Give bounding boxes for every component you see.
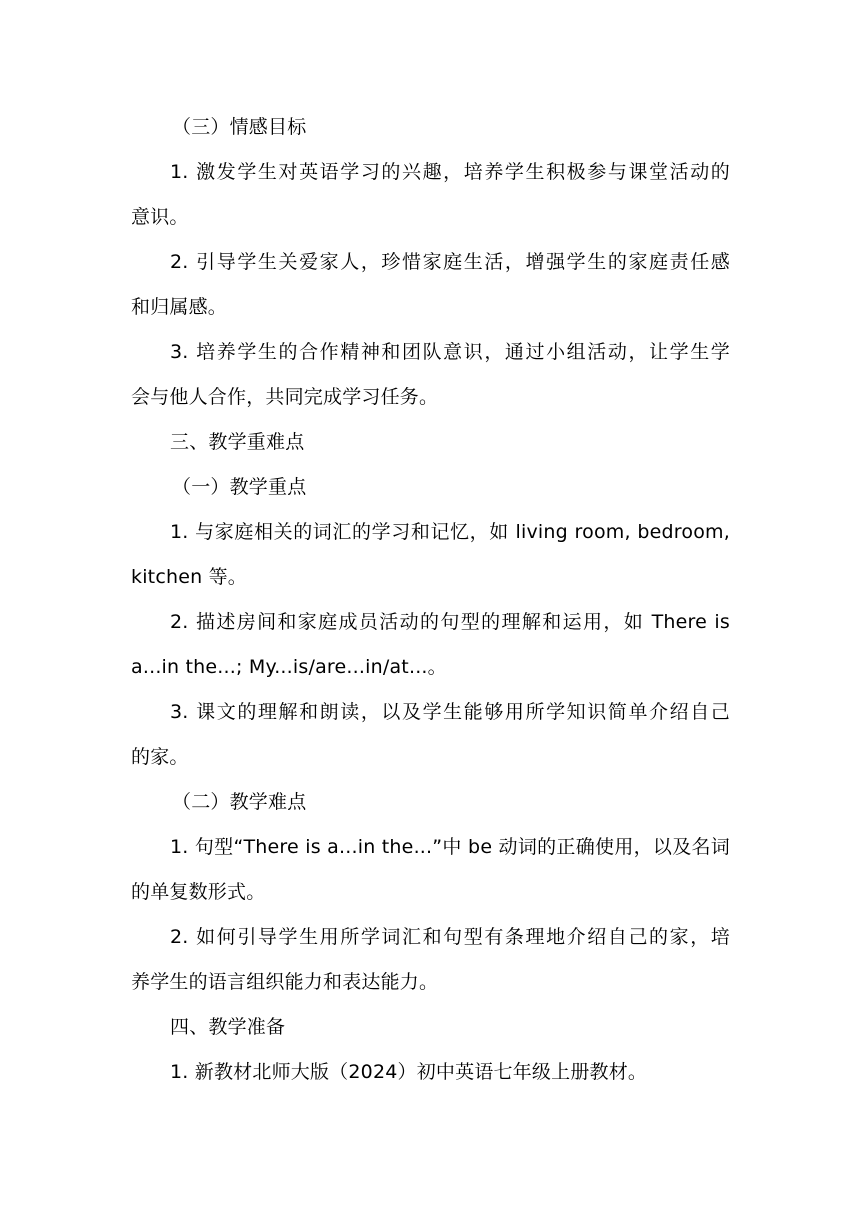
paragraph-line: 3. 培养学生的合作精神和团队意识，通过小组活动，让学生学 [170,341,730,363]
paragraph-line: 1. 句型“There is a...in the...”中 be 动词的正确使用，以及名词 [170,836,730,858]
paragraph-line: 1. 激发学生对英语学习的兴趣，培养学生积极参与课堂活动的 [170,161,730,183]
section-heading-key-difficulties: 三、教学重难点 [170,431,305,453]
paragraph-line: 1. 与家庭相关的词汇的学习和记忆，如 living room, bedroom, [170,521,730,543]
section-heading-preparation: 四、教学准备 [170,1016,286,1038]
paragraph-line: 3. 课文的理解和朗读，以及学生能够用所学知识简单介绍自己 [170,701,730,723]
paragraph-line: a...in the...; My...is/are...in/at...。 [131,656,447,678]
paragraph-line: 意识。 [131,206,189,228]
section-heading-affective-goals: （三）情感目标 [172,116,307,138]
subsection-heading-difficulties: （二）教学难点 [172,791,307,813]
paragraph-line: 会与他人合作，共同完成学习任务。 [131,386,439,408]
paragraph-line: 养学生的语言组织能力和表达能力。 [131,971,439,993]
paragraph-line: 2. 引导学生关爱家人，珍惜家庭生活，增强学生的家庭责任感 [170,251,730,273]
paragraph-line: kitchen 等。 [131,566,247,588]
paragraph-line: 和归属感。 [131,296,228,318]
subsection-heading-key-points: （一）教学重点 [172,476,307,498]
paragraph-line: 2. 如何引导学生用所学词汇和句型有条理地介绍自己的家，培 [170,926,730,948]
paragraph-line: 的家。 [131,746,189,768]
paragraph-line: 2. 描述房间和家庭成员活动的句型的理解和运用，如 There is [170,611,730,633]
paragraph-line: 1. 新教材北师大版（2024）初中英语七年级上册教材。 [170,1061,648,1083]
paragraph-line: 的单复数形式。 [131,881,266,903]
